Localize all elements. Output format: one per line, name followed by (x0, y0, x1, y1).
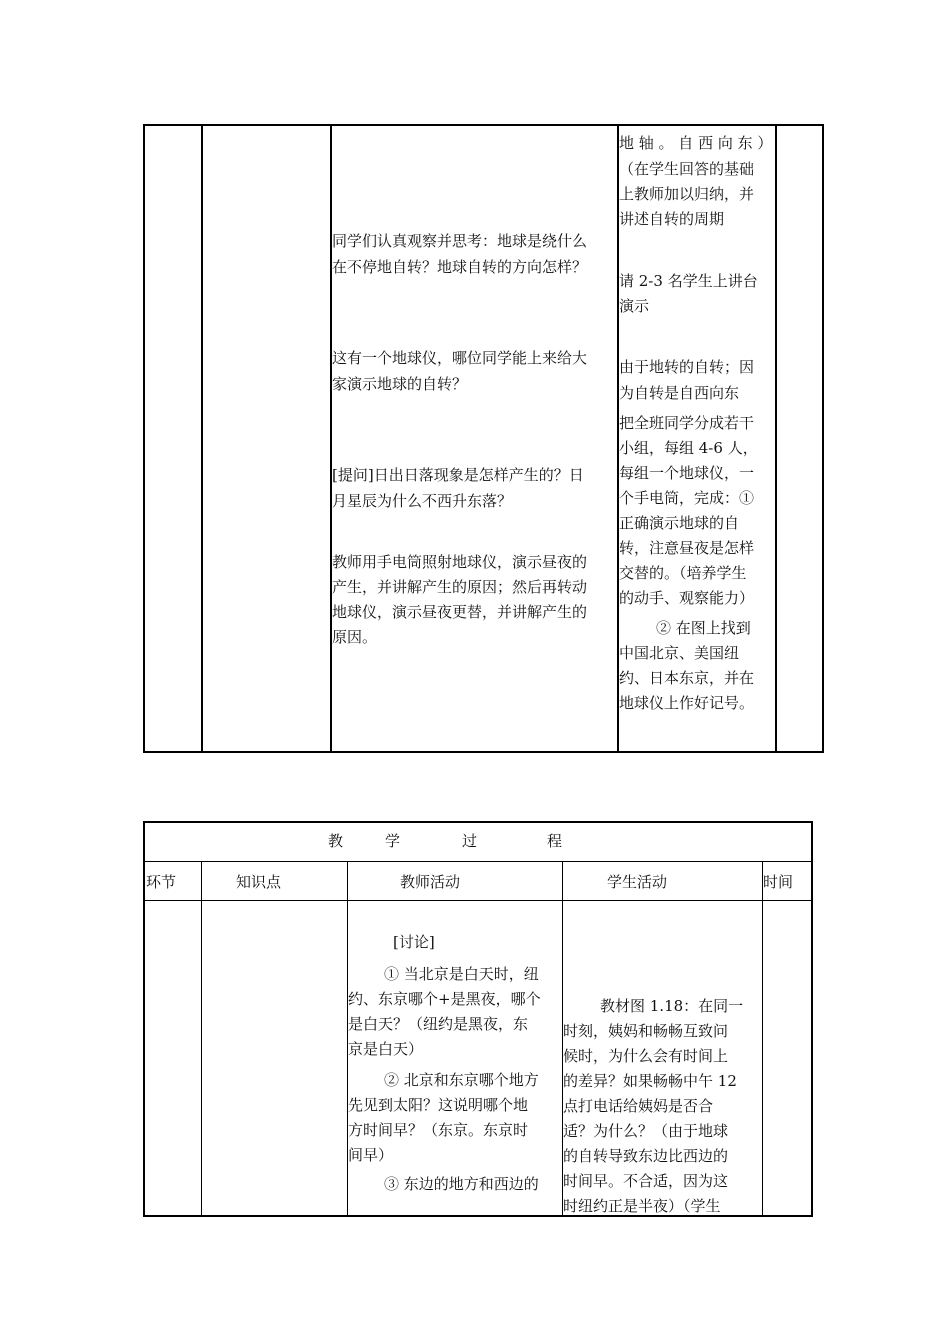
student-activity-line: 正确演示地球的自 (619, 514, 740, 532)
teacher-activity-line: 地球仪，演示昼夜更替，并讲解产生的 (332, 603, 588, 621)
student-activity-line: 转，注意昼夜是怎样 (619, 539, 755, 557)
teacher-activity-line: [讨论] (393, 933, 435, 951)
student-activity-line: 时刻，姨妈和畅畅互致问 (563, 1022, 729, 1040)
student-activity-line: 为自转是自西向东 (619, 384, 740, 402)
header-knowledge: 知识点 (236, 873, 282, 891)
student-activity-line: 演示 (619, 297, 650, 315)
student-activity-line: 时间早。不合适，因为这 (563, 1172, 729, 1190)
teacher-activity-line: 产生，并讲解产生的原因；然后再转动 (332, 578, 588, 596)
student-activity-line: 中国北京、美国纽 (619, 644, 740, 662)
table-title-char: 程 (547, 832, 563, 850)
teacher-activity-line: ① 当北京是白天时，纽 (384, 965, 539, 983)
teacher-activity-line: 方时间早？（东京。东京时 (348, 1121, 529, 1139)
header-section: 环节 (146, 873, 177, 891)
student-activity-line: 候时，为什么会有时间上 (563, 1047, 729, 1065)
student-activity-line: 请 2-3 名学生上讲台 (619, 272, 758, 290)
column-divider (201, 126, 203, 751)
row-divider (145, 861, 811, 862)
student-activity-line: （在学生回答的基础 (619, 160, 755, 178)
teacher-activity-line: 间早） (348, 1146, 394, 1164)
column-divider (330, 126, 332, 751)
teacher-activity-line: 先见到太阳？这说明哪个地 (348, 1096, 529, 1114)
student-activity-line: ② 在图上找到 (656, 619, 751, 637)
column-divider (201, 862, 202, 1215)
teacher-activity-line: ③ 东边的地方和西边的 (384, 1175, 539, 1193)
student-activity-line: 的自转导致东边比西边的 (563, 1147, 729, 1165)
teacher-activity-line: 约、东京哪个+是黑夜，哪个 (348, 990, 541, 1008)
student-activity-line: 的差异？如果畅畅中午 12 (563, 1072, 737, 1090)
table-title-char: 过 (462, 832, 478, 850)
teacher-activity-line: 在不停地自转？地球自转的方向怎样？ (332, 258, 588, 276)
student-activity-line: 交替的。（培养学生 (619, 564, 747, 582)
student-activity-line: 点打电话给姨妈是否合 (563, 1097, 714, 1115)
table-title-char: 教 (328, 832, 344, 850)
column-divider (775, 126, 777, 751)
student-activity-line: 由于地转的自转；因 (619, 358, 755, 376)
student-activity-line: 上教师加以归纳，并 (619, 185, 755, 203)
student-activity-line: 每组一个地球仪，一 (619, 464, 755, 482)
student-activity-line: 地球仪上作好记号。 (619, 694, 755, 712)
teacher-activity-line: 同学们认真观察并思考：地球是绕什么 (332, 232, 588, 250)
student-activity-line: 教材图 1.18：在同一 (600, 997, 744, 1015)
teacher-activity-line: 这有一个地球仪，哪位同学能上来给大 (332, 349, 588, 367)
header-time: 时间 (763, 873, 794, 891)
header-student-activity: 学生活动 (607, 873, 668, 891)
student-activity-line: 把全班同学分成若干 (619, 414, 755, 432)
teacher-activity-line: [提问]日出日落现象是怎样产生的？日 (332, 466, 584, 484)
student-activity-line: 适？为什么？（由于地球 (563, 1122, 729, 1140)
teacher-activity-line: 教师用手电筒照射地球仪，演示昼夜的 (332, 553, 588, 571)
column-divider (762, 862, 763, 1215)
row-divider (145, 900, 811, 901)
student-activity-line: 的动手、观察能力） (619, 589, 755, 607)
teacher-activity-line: 京是白天） (348, 1040, 424, 1058)
teacher-activity-line: 原因。 (332, 628, 378, 646)
student-activity-line: 约、日本东京，并在 (619, 669, 755, 687)
teacher-activity-line: 是白天？（纽约是黑夜，东 (348, 1015, 529, 1033)
teacher-activity-line: 月星辰为什么不西升东落？ (332, 492, 513, 510)
student-activity-line: 地 轴 。 自 西 向 东 ） (619, 134, 773, 152)
student-activity-line: 个手电筒，完成：① (619, 489, 755, 507)
student-activity-line: 讲述自转的周期 (619, 210, 725, 228)
student-activity-line: 小组，每组 4-6 人， (619, 439, 758, 457)
header-teacher-activity: 教师活动 (400, 873, 461, 891)
teacher-activity-line: ② 北京和东京哪个地方 (384, 1071, 539, 1089)
table-title-char: 学 (385, 832, 401, 850)
student-activity-line: 时纽约正是半夜）（学生 (563, 1197, 721, 1215)
teacher-activity-line: 家演示地球的自转？ (332, 375, 468, 393)
